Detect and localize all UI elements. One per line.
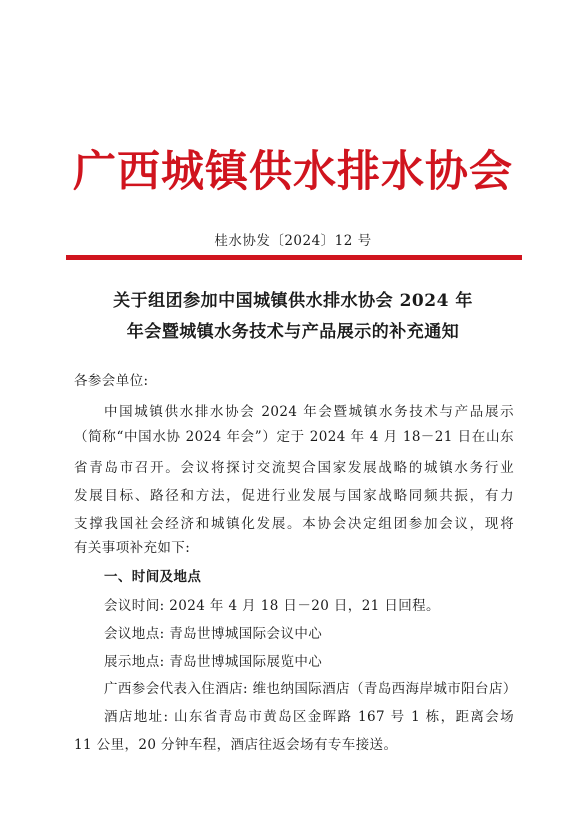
salutation: 各参会单位: [74,373,149,389]
hotel-distance-note: 11 公里，20 分钟车程，酒店往返会场有专车接送。 [74,737,398,753]
paragraph-line: 支撑我国社会经济和城镇化发展。本协会决定组团参加会议，现将 [74,516,514,532]
meeting-time: 会议时间: 2024 年 4 月 18 日－20 日，21 日回程。 [104,598,440,614]
paragraph-line: 中国城镇供水排水协会 2024 年会暨城镇水务技术与产品展示 [104,404,514,420]
meeting-venue: 会议地点: 青岛世博城国际会议中心 [104,626,323,642]
paragraph-line: （简称“中国水协 2024 年会”）定于 2024 年 4 月 18－21 日在山东 [74,429,514,445]
notice-title-line-2: 年会暨城镇水务技术与产品展示的补充通知 [126,322,460,342]
paragraph-line: 有关事项补充如下: [74,540,191,556]
section-heading-time-and-place: 一、时间及地点 [104,569,202,585]
hotel-name: 广西参会代表入住酒店: 维也纳国际酒店（青岛西海岸城市阳台店） [104,681,517,697]
document-number: 桂水协发〔2024〕12 号 [214,233,372,249]
hotel-address: 酒店地址: 山东省青岛市黄岛区金晖路 167 号 1 栋，距离会场 [104,709,514,725]
issuing-organization-title: 广西城镇供水排水协会 [73,147,513,197]
exhibition-venue: 展示地点: 青岛世博城国际展览中心 [104,654,323,670]
red-divider-rule [66,255,522,260]
notice-title-line-1: 关于组团参加中国城镇供水排水协会 2024 年 [113,291,473,311]
paragraph-line: 省青岛市召开。会议将探讨交流契合国家发展战略的城镇水务行业 [74,460,514,476]
paragraph-line: 发展目标、路径和方法，促进行业发展与国家战略同频共振，有力 [74,488,514,504]
